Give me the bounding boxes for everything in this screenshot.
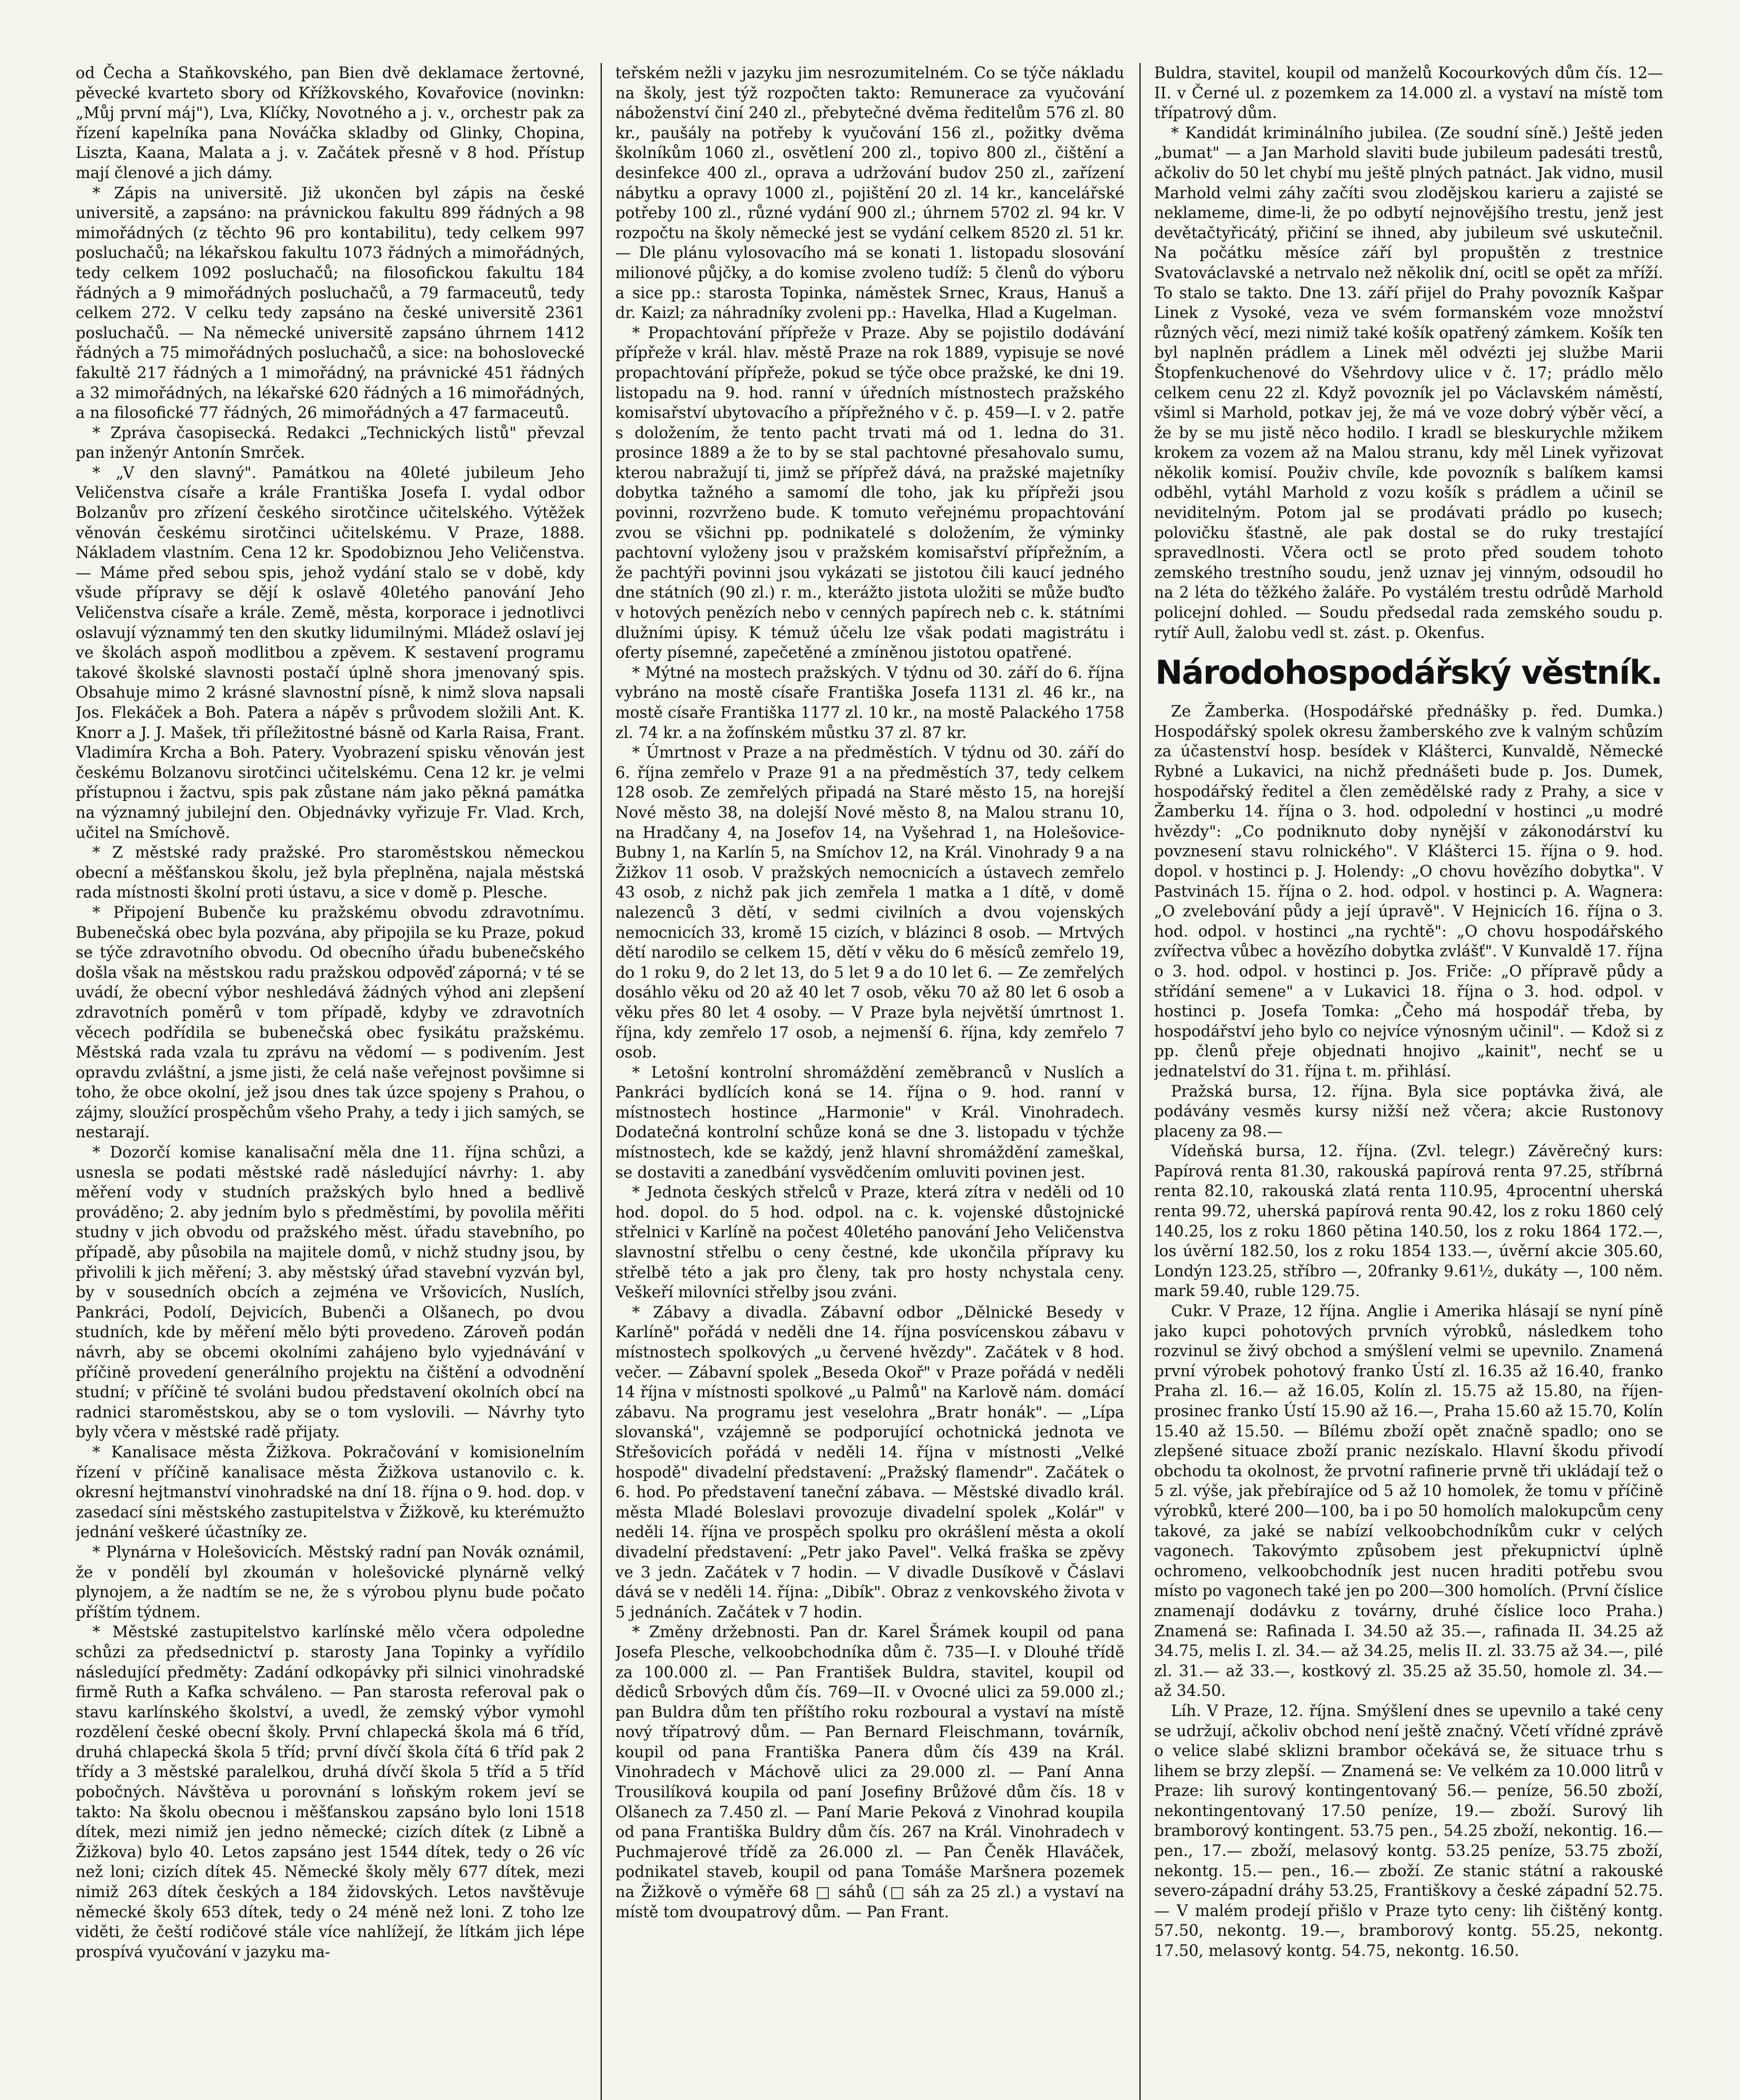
article-paragraph: * Úmrtnost v Praze a na předměstích. V týdnu od 30. září do 6. října zemřelo v Praze 91 a na předměstích 37, tedy celkem 128 osob. Ze zemřelých připadá na Staré město 15, na horejší Nové město 38, na dolejší Nové město 8, na Malou stranu 10, na Hradčany 4, na Josefov 14, na Vyšehrad 1, na Holešovice-Bubny 1, na Karlín 5, na Smíchov 12, na Král. Vinohrady 9 a na Žižkov 11 osob. V pražských nemocnicích a ústavech zemřelo 43 osob, z nichž pak jich zemřela 1 matka a 1 dítě, v domě nalezenců 3 dětí, v sedmi civilních a dvou vojenských nemocnicích 33, kromě 15 cizích, v blázinci 8 osob. — Mrtvých dětí narodilo se celkem 15, dětí v věku do 6 měsíců zemřelo 19, do 1 roku 9, do 2 let 13, do 5 let 9 a do 10 let 6. — Ze zemřelých dosáhlo věku od 20 až 40 let 7 osob, věku 70 až 80 let 6 osob a věku přes 80 let 4 osoby. — V Praze byla největší úmrtnost 1. října, kdy zemřelo 17 osob, a nejmenší 6. října, kdy zemřelo 7 osob. (615, 743, 1124, 1062)
article-paragraph: * Plynárna v Holešovicích. Městský radní pan Novák oznámil, že v pondělí byl zkoumán v holešovické plynárně velký plynojem, a že nadtím se ne, že s výrobou plynu bude počato příštím týdnem. (76, 1543, 585, 1621)
column-3 (1154, 63, 1663, 2100)
newspaper-page (76, 63, 1663, 2100)
article-paragraph: * Městské zastupitelstvo karlínské mělo včera odpoledne schůzi za předsednictví p. starosty Jana Topinky a vyřídilo následující předměty: Zadání odkopávky při silnici vinohradské firmě Ruth a Kafka schváleno. — Pan starosta referoval pak o stavu karlínského školství, a uvedl, že zemský výbor vymohl rozdělení české obecní školy. První chlapecká škola má 6 tříd, druhá chlapecká škola 5 tříd; první dívčí škola čítá 6 tříd pak 2 třídy a 3 městské paralelkou, druhá dívčí škola 5 tříd a 5 tříd pobočných. Návštěva u porovnání s loňským rokem jeví se takto: Na školu obecnou i měšťanskou zapsáno bylo loni 1518 dítek, mezi nimiž jen jedno německé; cizích dítek (z Libně a Žižkova) bylo 40. Letos zapsáno jest 1544 dítek, tedy o 26 víc než loni; cizích dítek 45. Německé školy měly 677 dítek, mezi nimiž 263 dítek českých a 184 židovských. Letos navštěvuje německé školy 653 dítek, tedy o 24 méně než loni. Z toho lze viděti, že čeští rodičové stále více nahlížejí, že lítkám jich lépe prospívá vyučování v jazyku ma- (76, 1623, 585, 1961)
article-paragraph: * Letošní kontrolní shromáždění zeměbranců v Nuslích a Pankráci bydlících koná se 14. října o 9. hod. ranní v místnostech hostince „Harmonie" v Král. Vinohradech. Dodatečná kontrolní schůze koná se dne 3. listopadu v týchže místnostech, kde se každý, jenž hlavní shromáždění zameškal, se dostaviti a zanedbání vysvědčením omluviti povinen jest. (615, 1063, 1124, 1181)
article-paragraph: * Z městské rady pražské. Pro staroměstskou německou obecní a měšťanskou školu, jež byla přeplněna, najala městská rada místnosti školní proti ústavu, a sice v domě p. Plesche. (76, 843, 585, 902)
article-paragraph: Ze Žamberka. (Hospodářské přednášky p. řed. Dumka.) Hospodářský spolek okresu žamberského zve k valným schůzím za účastenství hosp. besídek v Klášterci, Kunvaldě, Německé Rybné a Lukavici, na nichž přednášeti bude p. Jos. Dumek, hospodářský ředitel a člen zemědělské rady z Prahy, a sice v Žamberku 14. října o 3. hod. odpolední v hostinci „u modré hvězdy": „Co podniknuto doby nynější v zákonodárství ku povznesení stavu rolnického". V Klášterci 15. října o 9. hod. dopol. v hostinci p. J. Holendy: „O chovu hovězího dobytka". V Pastvinách 15. října o 2. hod. odpol. v hostinci p. A. Wagnera: „O zvelebování půdy a její úpravě". V Hejnicích 16. října o 3. hod. odpol. v hostinci „na rychtě": „O chovu hospodářského zvířectva vůbec a hovězího dobytka zvlášť". V Kunvaldě 17. října o 3. hod. odpol. v hostinci p. Jos. Friče: „O přípravě půdy a střídání semene" a v Lukavici 18. října o 3. hod. odpol. v hostinci p. Josefa Tomka: „Čeho má hospodář třeba, by hospodářství jeho bylo co nejvíce výnosným učinil". — Kdož si z pp. členů přeje objednati hnojivo „kainit", nechť se u jednatelství do 31. října t. m. přihlásí. (1154, 702, 1663, 1080)
article-paragraph: * Zápis na universitě. Již ukončen byl zápis na české universitě, a zapsáno: na právnickou fakultu 899 řádných a 98 mimořádných (z těchto 96 pro kontabilitu), tedy celkem 997 posluchačů; na lékařskou fakultu 1073 řádných a mimořádných, tedy celkem 1092 posluchačů; na filosofickou fakultu 184 řádných a 9 mimořádných posluchačů, a 79 farmaceutů, tedy celkem 272. V celku tedy zapsáno na české universitě 2361 posluchačů. — Na německé universitě zapsáno úhrnem 1412 řádných a 75 mimořádných posluchačů, a sice: na bohoslovecké fakultě 217 řádných a 1 mimořádný, na právnické 451 řádných a 32 mimořádných, na lékařské 620 řádných a 16 mimořádných, a na filosofické 77 řádných, 26 mimořádných a 47 farmaceutů. (76, 184, 585, 422)
article-paragraph: * Mýtné na mostech pražských. V týdnu od 30. září do 6. října vybráno na mostě císaře Františka Josefa 1131 zl. 46 kr., na mostě císaře Františka 1177 zl. 10 kr., na mostě Palackého 1758 zl. 74 kr. a na žofínském můstku 37 zl. 87 kr. (615, 663, 1124, 742)
article-paragraph: Pražská bursa, 12. října. Byla sice poptávka živá, ale podávány vesměs kursy nižší než včera; akcie Rustonovy placeny za 98.— (1154, 1082, 1663, 1140)
article-paragraph: Líh. V Praze, 12. října. Smýšlení dnes se upevnilo a také ceny se udržují, ačkoliv obchod není ještě značný. Včetí vřídné zprávě o velice slabé sklizni brambor očekává se, že situace trhu s lihem se brzy zlepší. — Znamená se: Ve velkém za 10.000 litrů v Praze: lih surový kontingentovaný 56.— peníze, 56.50 zboží, nekontingentovaný 17.50 peníze, 19.— zboží. Surový lih bramborový kontingent. 53.75 pen., 54.25 zboží, nekontig. 16.— pen., 17.— zboží, melasový kontg. 53.25 peníze, 53.75 zboží, nekontg. 15.— pen., 16.— zboží. Ze stanic státní a rakouské severo-západní dráhy 53.25, Františkovy a české západní 52.75. — V malém prodejí přišlo v Praze tyto ceny: lih čištěný kontg. 57.50, nekontg. 19.—, bramborový kontg. 55.25, nekontg. 17.50, melasový kontg. 54.75, nekontg. 16.50. (1154, 1701, 1663, 1960)
article-paragraph: * Připojení Bubenče ku pražskému obvodu zdravotnímu. Bubenečská obec byla pozvána, aby připojila se ku Praze, pokud se týče zdravotního obvodu. Od obecního úřadu bubenečského došla však na městskou radu pražskou odpověď záporná; v té se uvádí, že obecní výbor neshledává žádných výhod ani zlepšení zdravotních poměrů v tom případě, kdyby ve zdravotních věcech podřídila se bubenečská obec fysikátu pražskému. Městská rada vzala tu zprávu na vědomí — s podivením. Jest opravdu zvláštní, a jsme jisti, že celá naše veřejnost povšimne si toho, že obce okolní, jež jsou dnes tak úzce spojeny s Prahou, o zájmy, sloužící prospěchům všeho Prahy, a tedy i jich samých, se nestarají. (76, 903, 585, 1142)
article-paragraph: * Kanalisace města Žižkova. Pokračování v komisionelním řízení v příčině kanalisace města Žižkova ustanovilo c. k. okresní hejtmanství vinohradské na dní 18. října o 9. hod. dop. v zasedací síni městského zastupitelstva v Žižkově, ku kterémužto jednání veškeré účastníky ze. (76, 1443, 585, 1541)
article-paragraph: Buldra, stavitel, koupil od manželů Kocourkových dům čís. 12—II. v Černé ul. z pozemkem za 14.000 zl. a vystaví na místě tom třípatrový dům. (1154, 64, 1663, 122)
article-paragraph: od Čecha a Staňkovského, pan Bien dvě deklamace žertovné, pěvecké kvarteto sbory od Křížkovského, Kovařovice (novinkn: „Můj první máj"), Lva, Klíčky, Novotného a j. v., orchestr pak za řízení kapelníka pana Nováčka skladby od Glinky, Chopina, Liszta, Kaana, Malata a j. v. Začátek přesně v 8 hod. Přístup mají členové a jich dámy. (76, 64, 585, 182)
article-paragraph: teřském nežli v jazyku jim nesrozumitelném. Co se týče nákladu na školy, jest týž rozpočten takto: Remunerace za vyučování náboženství činí 240 zl., přebytečné dvěma ředitelům 576 zl. 80 kr., paušály na potřeby k vyučování 156 zl., požitky dvěma školníkům 1060 zl., osvětlení 200 zl., topivo 800 zl., čištění a desinfekce 400 zl., oprava a udržování budov 250 zl., zařízení nábytku a opravy 1000 zl., pojištění 20 zl. 14 kr., kancelářské potřeby 100 zl., různé vydání 900 zl.; úhrnem 5702 zl. 94 kr. V rozpočtu na školy německé jest se vydání celkem 8520 zl. 51 kr. — Dle plánu vylosovacího má se konati 1. listopadu slosování milionové půjčky, a do komise zvoleno tudíž: 5 členů do výboru a sice pp.: starosta Topinka, náměstek Srnec, Kraus, Hanuš a dr. Kaizl; za náhradníky zvoleni pp.: Havelka, Hlad a Kugelman. (615, 64, 1124, 322)
article-paragraph: * Změny držebnosti. Pan dr. Karel Šrámek koupil od pana Josefa Plesche, velkoobchodníka dům č. 735—I. v Dlouhé třídě za 100.000 zl. — Pan František Buldra, stavitel, koupil od dědiců Srbových dům čís. 769—II. v Ovocné ulici za 59.000 zl.; pan Buldra dům ten příštího roku rozboural a vystaví na místě nový třípatrový dům. — Pan Bernard Fleischmann, továrník, koupil od pana Františka Panera dům čís 439 na Král. Vinohradech v Máchově ulici za 29.000 zl. — Paní Anna Trousilíková koupila od paní Josefiny Brůžové dům čís. 18 v Olšanech za 7.450 zl. — Paní Marie Peková z Vinohrad koupila od pana Františka Buldry dům čís. 267 na Král. Vinohradech v Puchmajerové třídě za 26.000 zl. — Pan Čeněk Hlaváček, podnikatel staveb, koupil od pana Tomáše Maršnera pozemek na Žižkově o výměře 68 □ sáhů (□ sáh za 25 zl.) a vystaví na místě tom dvoupatrový dům. — Pan Frant. (615, 1623, 1124, 1921)
article-paragraph: * Dozorčí komise kanalisační měla dne 11. října schůzi, a usnesla se podati městské radě následující návrhy: 1. aby měření vody v studních pražských bylo hned a bedlivě prováděno; 2. aby jedním bylo s předměstími, by povolila měřiti studny v jich obvodu od pražského měst. úřadu stavebního, po případě, aby působila na majitele domů, v nichž studny jsou, by přivolili k jich měření; 3. aby městský úřad stavební vyzván byl, by v sousedních obcích a zejména ve Vršovicích, Nuslích, Pankráci, Podolí, Dejvicích, Bubenči a Olšanech, po dvou studních, kde by měření mělo býti provedeno. Zároveň podán návrh, aby se obcemi okolními zahájeno bylo vyjednávání v příčině provedení generálního projektu na čištění a odvodnění studní; v příčině té svoláni budou představení okolních obcí na radnici staroměstskou, aby se o tom vyslovili. — Návrhy tyto byly včera v městské radě přijaty. (76, 1143, 585, 1441)
section-heading: Národohospodářský věstník. (1155, 654, 1662, 692)
column-rule (1139, 63, 1141, 2100)
article-paragraph: * Kandidát kriminálního jubilea. (Ze soudní síně.) Ještě jeden „bumat" — a Jan Marhold slaviti bude jubileum padesáti trestů, ačkoliv do 50 let chybí mu ještě plných patnáct. Jak vidno, musil Marhold velmi záhy začíti svou zlodějskou karieru a zajisté se neklameme, dime-li, že po odbytí nejnovějšího trestu, jenž jest devětačtyřicátý, přičiní se ihned, aby jubileum své uskutečnil. Na počátku měsíce září byl propuštěn z trestnice Svatováclavské a netrvalo než několik dní, ocitl se opět za mříží. To stalo se takto. Dne 13. září přijel do Prahy povozník Kašpar Linek z Vysoké, veza ve svém formanském voze množství různých věcí, mezi nimiž také košík opatřený zámkem. Košík ten byl naplněn prádlem a Linek měl odvézti jej službe Marii Štopfenkuchenové do Všehrdovy ulice v č. 17; prádlo mělo celkem cenu 22 zl. Když povozník jel po Václavském náměstí, všiml si Marhold, potkav jej, že má ve voze dobrý výběr věcí, a že by se mu jistě něco hodilo. I kradl se bleskurychle mžikem krokem za vozem až na Malou stranu, kdy měl Linek vyřizovat několik komisí. Použiv chvíle, kde povozník s balíkem kamsi odběhl, vytáhl Marhold z vozu košík s prádlem a učinil se neviditelným. Potom jal se prodávati prádlo po kusech; polovičku šťastně, ale pak dostal se do ruky trestající spravedlnosti. Včera octl se proto před soudem tohoto zemského trestního soudu, jenž uznav jej vinným, odsoudil ho na 2 léta do těžkého žaláře. Po vystálém trestu odrůdě Marhold policejní dohled. — Soudu předsedal rada zemského soudu p. rytíř Aull, žalobu vedl st. zást. p. Okenfus. (1154, 123, 1663, 642)
article-paragraph: * Propachtování přípřeže v Praze. Aby se pojistilo dodávání přípřeže v král. hlav. městě Praze na rok 1889, vypisuje se nové propachtování přípřeže, pokud se týče obce pražské, ke dni 19. listopadu na 9. hod. ranní v úředních místnostech pražského komisařství ubytovacího a přípřežného v č. p. 459—I. v 2. patře s doložením, že tento pacht trvati má od 1. ledna do 31. prosince 1889 a že to by se stal pachtovné přesahovalo sumu, kterou nabražují ti, jimž se přípřež dává, na pražské majetníky dobytka tažného a samomí dle toho, jak ku přípřeži jsou povinni, rozvrženo bude. K tomuto veřejnému propachtování zvou se všichni pp. podnikatelé s doložením, že výminky pachtovní vyloženy jsou v pražském komisařství přípřežním, a že pachtýři povinni jsou vykázati se jistotou čili kaucí jedného dne státních (90 zl.) r. m., kterážto jistota uložiti se může buďto v hotových penězích nebo v cenných papírech neb c. k. státními dlužními úpisy. K témuž účelu lze však podati magistrátu i oferty písemné, zapečetěné a zmíněnou jistotou opatřené. (615, 323, 1124, 662)
article-paragraph: * „V den slavný". Památkou na 40leté jubileum Jeho Veličenstva císaře a krále Františka Josefa I. vydal odbor Bolzanův pro zřízení českého sirotčince učitelského. Výtěžek věnován českému sirotčinci učitelskému. V Praze, 1888. Nákladem vlastním. Cena 12 kr. Spodobiznou Jeho Veličenstva. — Máme před sebou spis, jehož vydání stalo se v době, kdy všude přípravy se dějí k oslavě 40letého panování Jeho Veličenstva císaře a krále. Země, města, korporace i jednotlivci oslavují význammý ten den skutky lidumilnými. Mládež oslaví jej ve školách aspoň modlitbou a zpěvem. K sestavení programu takové školské slavnosti postačí úplně shora jmenovaný spis. Obsahuje mimo 2 krásné slavnostní písně, k nimž slova napsali Jos. Flekáček a Boh. Patera a nápěv s průvodem složili Ant. K. Knorr a J. J. Mašek, tři příležitostné básně od Karla Raisa, Frant. Vladimíra Krcha a Boh. Patery. Vyobrazení spisku věnován jest českému Bolzanovu sirotčinci učitelskému. Cena 12 kr. je velmi přístupnou i žactvu, spis pak zůstane nám jako pěkná památka na významný jubilejní den. Objednávky vyřizuje Fr. Vlad. Krch, učitel na Smíchově. (76, 463, 585, 842)
article-paragraph: * Zábavy a divadla. Zábavní odbor „Dělnické Besedy v Karlíně" pořádá v neděli dne 14. října posvícenskou zábavu v místnostech spolkových „u červené hvězdy". Začátek v 8 hod. večer. — Zábavní spolek „Beseda Okoř" v Praze pořádá v neděli 14 října v místnosti spolkové „u Palmů" na Karlově nám. domácí zábavu. Na programu jest veselohra „Bratr honák". — „Lípa slovanská", vzájemně se podporující ochotnická jednota ve Střešovicích pořádá v neděli 14. října v místnosti „Velké hospodě" divadelní představení: „Pražský flamendr". Začátek o 6. hod. Po představení taneční zábava. — Městské divadlo král. města Mladé Boleslavi provozuje divadelní spolek „Kolár" v neděli 14. října ve prospěch spolku pro okrášlení města a okolí divadelní představení: „Petr jako Pavel". Velká fraška se zpěvy ve 3 jedn. Začátek v 7 hodin. — V divadle Dusíkově v Čáslavi dává se v neděli 14. října: „Dibík". Obraz z venkovského života v 5 jednáních. Začátek v 7 hodin. (615, 1303, 1124, 1621)
column-1 (76, 63, 585, 2100)
article-paragraph: * Jednota českých střelců v Praze, která zítra v neděli od 10 hod. dopol. do 5 hod. odpol. na c. k. vojenské důstojnické střelnici v Karlíně na počest 40letého panování Jeho Veličenstva slavnostní střelbu o ceny čestné, kde ukončila přípravy ku střelbě této a jak pro členy, tak pro hosty nchystala ceny. Veškeří milovníci střelby jsou zváni. (615, 1183, 1124, 1302)
column-2 (615, 63, 1124, 2100)
column-rule (601, 63, 602, 2100)
article-paragraph: Vídeňská bursa, 12. října. (Zvl. telegr.) Závěrečný kurs: Papírová renta 81.30, rakouská papírová renta 97.25, stříbrná renta 82.10, rakouská zlatá renta 110.95, 4procentní uherská renta 99.72, uherská papírová renta 90.42, los z roku 1860 celý 140.25, los z roku 1860 pětina 140.50, los z roku 1864 172.—, los úvěrní 182.50, los z roku 1854 133.—, úvěrní akcie 305.60, Londýn 123.25, stříbro —, 20franky 9.61½, dukáty —, 100 něm. mark 59.40, ruble 129.75. (1154, 1142, 1663, 1300)
article-paragraph: * Zpráva časopisecká. Redakci „Technických listů" převzal pan inženýr Antonín Smrček. (76, 423, 585, 462)
article-paragraph: Cukr. V Praze, 12 října. Anglie i Amerika hlásají se nyní píně jako kupci pohotových prvních výrobků, následkem toho rozvinul se živý obchod a smýšlení velmi se upevnilo. Znamená první výrobek pohotový franko Ústí zl. 16.35 až 16.40, franko Praha zl. 16.— až 16.05, Kolín zl. 15.75 až 15.80, na říjen-prosinec franko Ústí 15.90 až 16.—, Praha 15.60 až 15.70, Kolín 15.40 až 15.50. — Bílému zboží opět značně spadlo; ono se zlepšené situace zboží pranic nezískalo. Hlavní škodu přivodí obchodu ta okolnost, že prvotní rafinerie prvně tři ukládají tež o 5 zl. výše, jak přebírajíce od 5 až 10 homolek, že tomu v příčině výrobků, které 200—100, ba i po 50 homolích malokupcům ceny takové, za jaké se nabízí velkoobchodníkům cukr v celých vagonech. Takovýmto způsobem jest překupnictví úplně ochromeno, velkoobchodník jest nucen hraditi potřebu svou místo po vagonech také jen po 200—300 homolích. (První číslice znamenají dodávku z továrny, druhé číslice loco Praha.) Znamená se: Rafinada I. 34.50 až 35.—, rafinada II. 34.25 až 34.75, melis I. zl. 34.— až 34.25, melis II. zl. 33.75 až 34.—, pilé zl. 31.— až 33.—, kostkový zl. 35.25 až 35.50, homole zl. 34.— až 34.50. (1154, 1302, 1663, 1700)
